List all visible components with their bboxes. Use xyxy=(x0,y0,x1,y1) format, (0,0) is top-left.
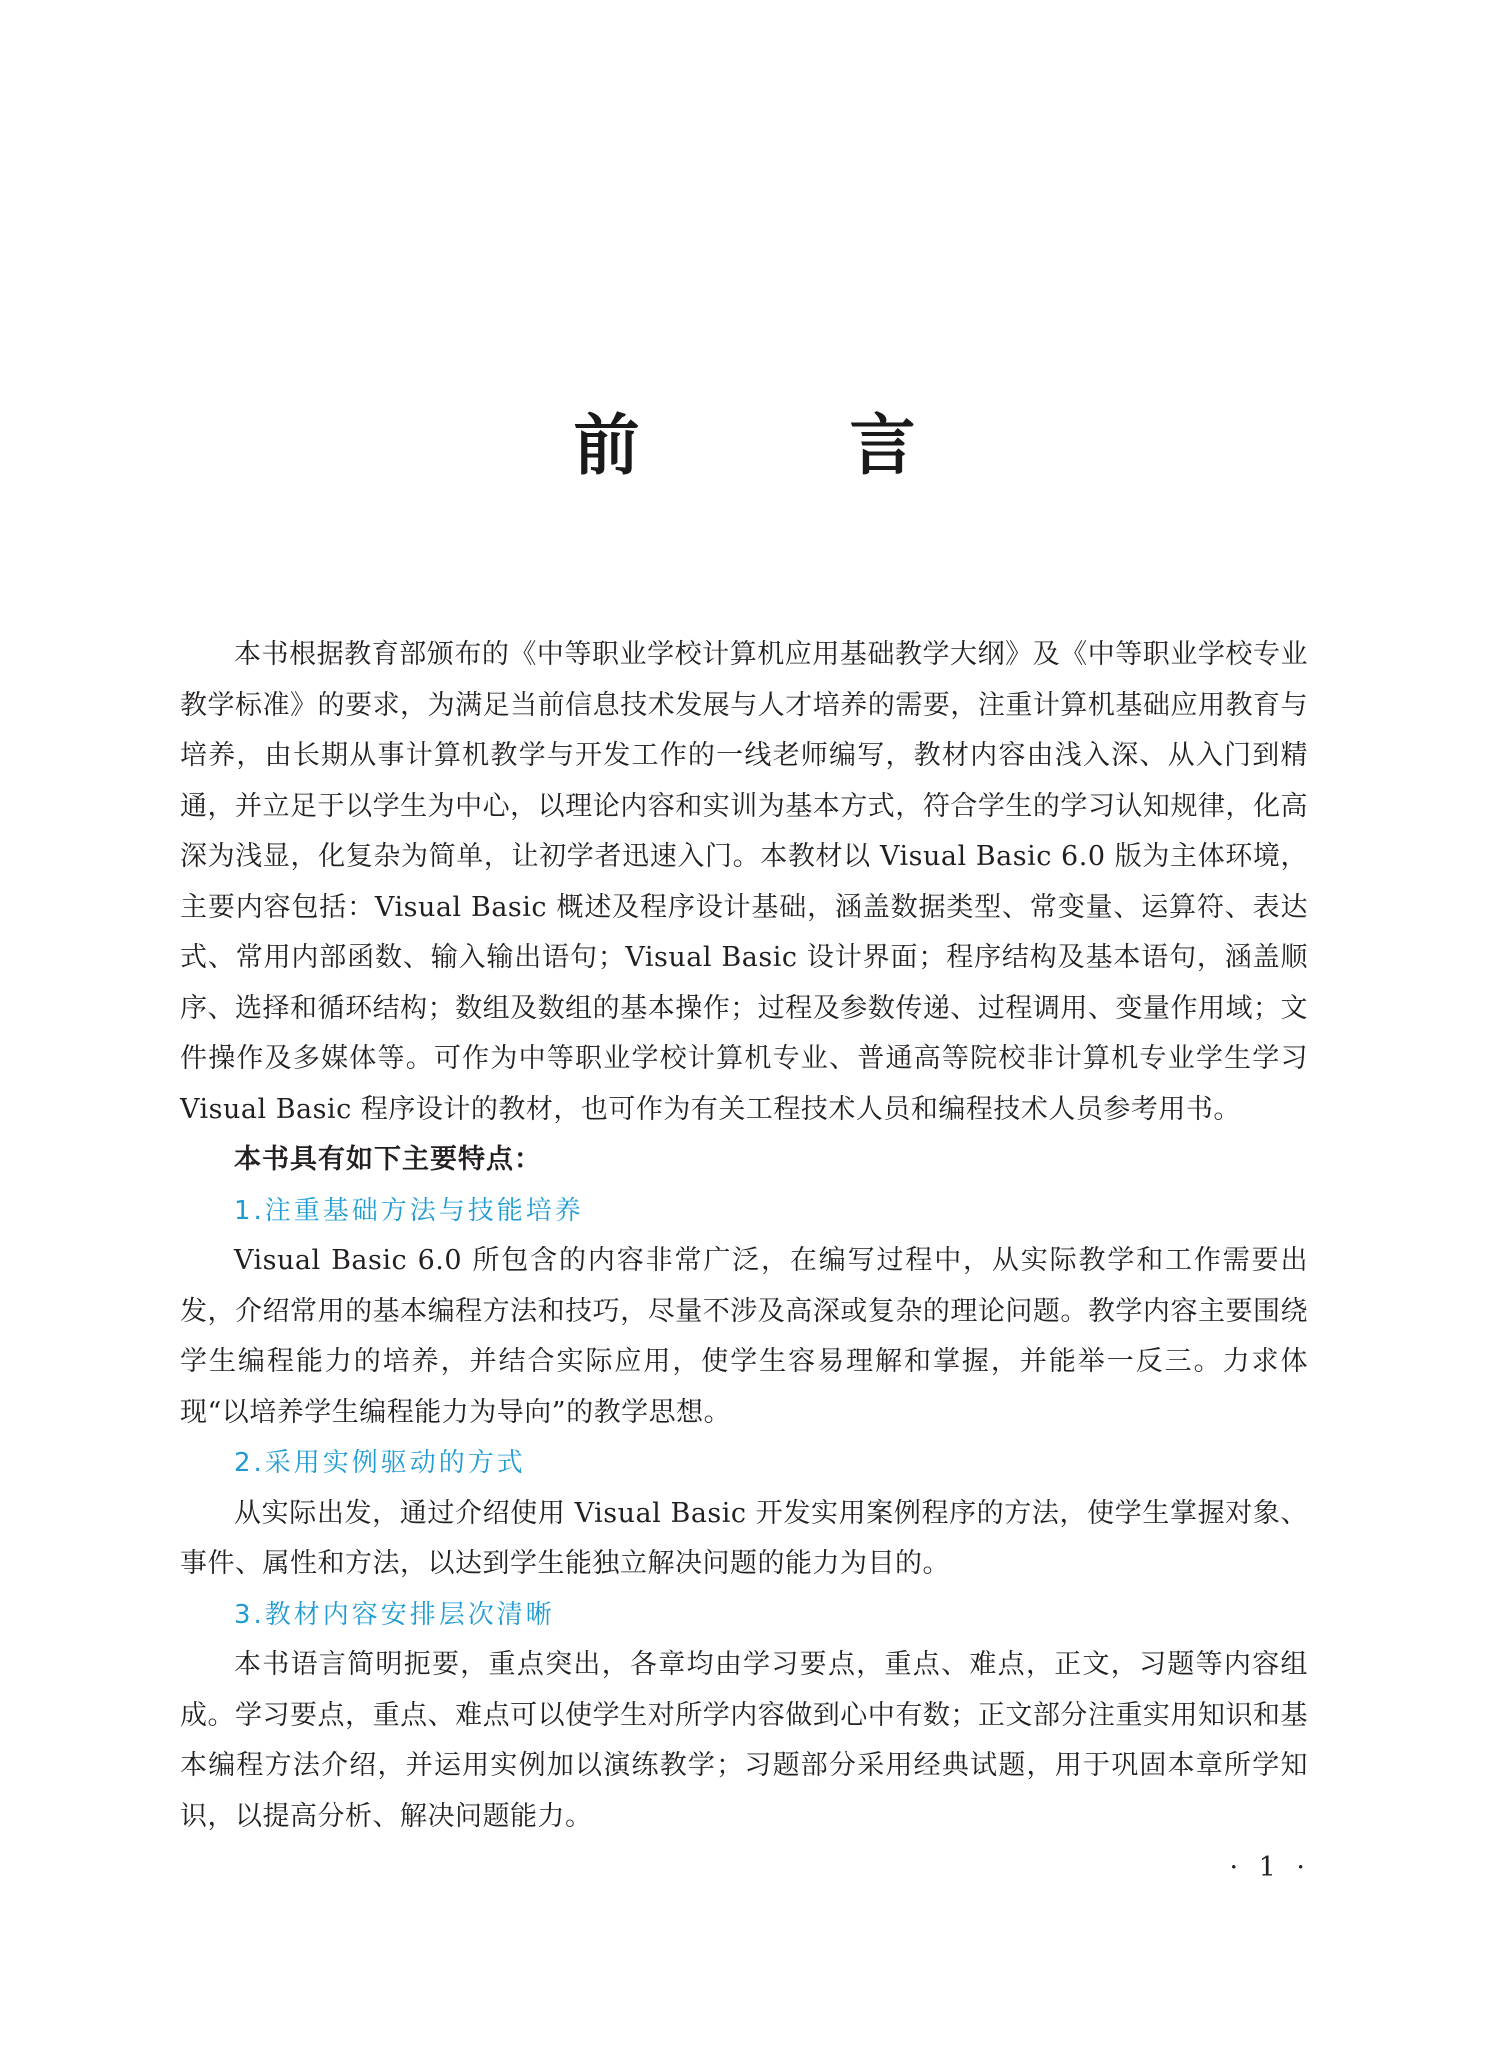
feature-heading-3: 3.教材内容安排层次清晰 xyxy=(234,1599,555,1630)
feature-text-2: 从实际出发，通过介绍使用 Visual Basic 开发实用案例程序的方法，使学生掌握对象、事件、属性和方法，以达到学生能独立解决问题的能力为目的。 xyxy=(180,1497,1308,1579)
page-number: · 1 · xyxy=(1229,1852,1311,1883)
feature-text-3: 本书语言简明扼要，重点突出，各章均由学习要点，重点、难点，正文，习题等内容组成。学习要点，重点、难点可以使学生对所学内容做到心中有数；正文部分注重实用知识和基本编程方法介绍，并运用实例加以演练教学；习题部分采用经典试题，用于巩固本章所学知识，以提高分析、解决问题能力。 xyxy=(180,1649,1308,1832)
features-intro: 本书具有如下主要特点： xyxy=(234,1144,542,1175)
feature-heading-2: 2.采用实例驱动的方式 xyxy=(234,1448,526,1478)
page-title: 前 言 xyxy=(573,406,988,484)
preface-body xyxy=(180,630,1308,1842)
feature-text-1: Visual Basic 6.0 所包含的内容非常广泛，在编写过程中，从实际教学和工作需要出发，介绍常用的基本编程方法和技巧，尽量不涉及高深或复杂的理论问题。教学内容主要围绕学生编程能力的培养，并结合实际应用，使学生容易理解和掌握，并能举一反三。力求体现“以培养学生编程能力为导向”的教学思想。 xyxy=(180,1245,1308,1428)
intro-paragraph: 本书根据教育部颁布的《中等职业学校计算机应用基础教学大纲》及《中等职业学校专业教学标准》的要求，为满足当前信息技术发展与人才培养的需要，注重计算机基础应用教育与培养，由长期从事计算机教学与开发工作的一线老师编写，教材内容由浅入深、从入门到精通，并立足于以学生为中心，以理论内容和实训为基本方式，符合学生的学习认知规律，化高深为浅显，化复杂为简单，让初学者迅速入门。本教材以 Visual Basic 6.0 版为主体环境，主要内容包括：Visual Basic 概述及程序设计基础，涵盖数据类型、常变量、运算符、表达式、常用内部函数、输入输出语句；Visual Basic 设计界面；程序结构及基本语句，涵盖顺序、选择和循环结构；数组及数组的基本操作；过程及参数传递、过程调用、变量作用域；文件操作及多媒体等。可作为中等职业学校计算机专业、普通高等院校非计算机专业学生学习 Visual Basic 程序设计的教材，也可作为有关工程技术人员和编程技术人员参考用书。 xyxy=(180,639,1308,1125)
feature-heading-1: 1.注重基础方法与技能培养 xyxy=(234,1195,584,1226)
